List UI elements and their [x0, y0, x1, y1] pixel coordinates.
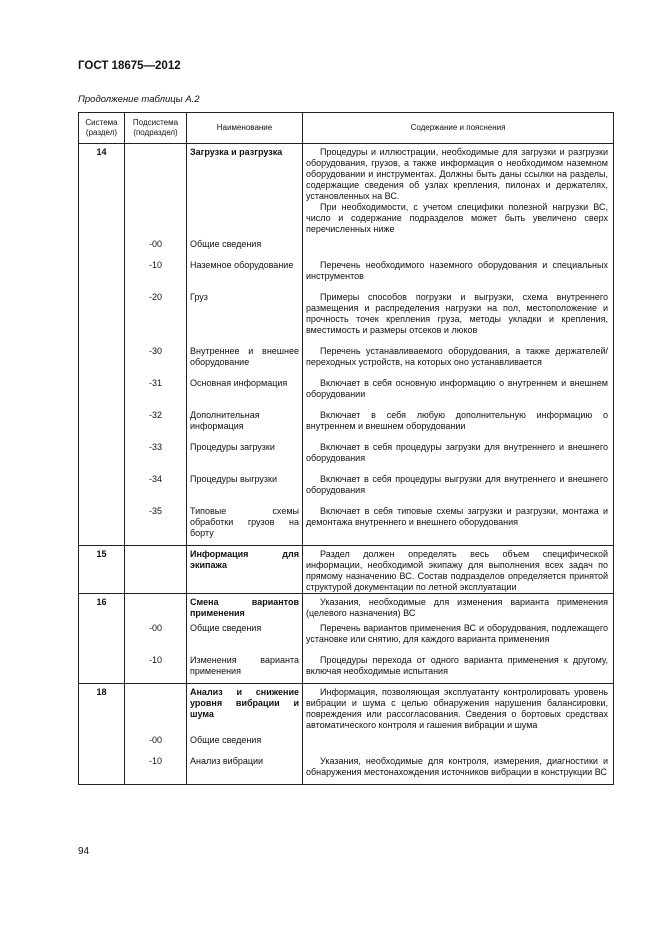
header-content: Содержание и пояснения — [303, 113, 614, 144]
subsystem-cell: -35 — [125, 502, 187, 546]
system-cell — [79, 502, 125, 546]
name-cell: Информация для экипажа — [187, 546, 303, 594]
table-caption: Продолжение таблицы А.2 — [78, 94, 200, 105]
table-row — [79, 594, 614, 620]
header-system: Система (раздел) — [79, 113, 125, 144]
name-cell: Анализ вибрации — [187, 752, 303, 785]
name-cell: Процедуры загрузки — [187, 438, 303, 470]
name-cell: Процедуры выгрузки — [187, 470, 303, 502]
system-cell — [79, 374, 125, 406]
name-cell: Анализ и снижение уровня вибрации и шума — [187, 684, 303, 732]
table-row — [79, 342, 614, 374]
name-cell: Груз — [187, 288, 303, 342]
subsystem-cell: -10 — [125, 752, 187, 785]
content-paragraph: При необходимости, с учетом специфики полезной нагрузки ВС, число и содержание подразделов может быть увеличено сверх перечисленных ниже — [306, 202, 608, 234]
subsystem-cell: -30 — [125, 342, 187, 374]
content-paragraph: Примеры способов погрузки и выгрузки, схема внутреннего размещения и распределения нагрузки на пол, местоположение и прочность точек крепления груза, методы укладки и крепления, вместимость и размеры отсеков и люков — [306, 292, 608, 335]
header-name: Наименование — [187, 113, 303, 144]
content-cell — [303, 288, 614, 342]
table-row — [79, 619, 614, 651]
system-cell: 15 — [79, 546, 125, 594]
system-cell — [79, 256, 125, 288]
subsystem-cell: -32 — [125, 406, 187, 438]
content-cell — [303, 684, 614, 732]
table-row — [79, 470, 614, 502]
name-cell: Общие сведения — [187, 731, 303, 752]
content-cell — [303, 438, 614, 470]
content-paragraph: Перечень устанавливаемого оборудования, а также держателей/переходных устройств, на которых оно устанавливается — [306, 346, 608, 367]
table-row — [79, 651, 614, 684]
table-row — [79, 144, 614, 236]
content-cell — [303, 546, 614, 594]
table-row — [79, 684, 614, 732]
name-cell: Дополнительная информация — [187, 406, 303, 438]
systems-table — [78, 112, 614, 785]
content-cell — [303, 752, 614, 785]
content-cell — [303, 502, 614, 546]
system-cell: 18 — [79, 684, 125, 732]
subsystem-cell: -00 — [125, 235, 187, 256]
content-paragraph: Указания, необходимые для изменения варианта применения (целевого назначения) ВС — [306, 597, 608, 618]
table-row — [79, 256, 614, 288]
content-cell — [303, 406, 614, 438]
system-cell — [79, 752, 125, 785]
subsystem-cell — [125, 144, 187, 236]
content-paragraph: Включает в себя любую дополнительную информацию о внутреннем и внешнем оборудовании — [306, 410, 608, 431]
subsystem-cell: -33 — [125, 438, 187, 470]
document-code: ГОСТ 18675—2012 — [78, 60, 181, 72]
content-paragraph: Перечень необходимого наземного оборудования и специальных инструментов — [306, 260, 608, 281]
content-cell — [303, 256, 614, 288]
table-row — [79, 546, 614, 594]
name-cell: Изменения варианта применения — [187, 651, 303, 684]
name-cell: Общие сведения — [187, 235, 303, 256]
content-cell — [303, 594, 614, 620]
content-paragraph: Включает в себя процедуры загрузки для внутреннего и внешнего оборудования — [306, 442, 608, 463]
system-cell — [79, 731, 125, 752]
name-cell: Основная информация — [187, 374, 303, 406]
table-row — [79, 752, 614, 785]
name-cell: Общие сведения — [187, 619, 303, 651]
content-cell — [303, 619, 614, 651]
system-cell — [79, 619, 125, 651]
subsystem-cell: -20 — [125, 288, 187, 342]
name-cell: Типовые схемы обработки грузов на борту — [187, 502, 303, 546]
table-row — [79, 374, 614, 406]
system-cell — [79, 235, 125, 256]
subsystem-cell: -10 — [125, 651, 187, 684]
system-cell — [79, 342, 125, 374]
content-paragraph: Включает в себя основную информацию о внутреннем и внешнем оборудовании — [306, 378, 608, 399]
system-cell — [79, 470, 125, 502]
subsystem-cell: -10 — [125, 256, 187, 288]
content-paragraph: Указания, необходимые для контроля, измерения, диагностики и обнаружения местонахождения источников вибрации в конструкции ВС — [306, 756, 608, 777]
header-subsystem: Подсистема (подраздел) — [125, 113, 187, 144]
table-body — [79, 144, 614, 785]
subsystem-cell: -00 — [125, 619, 187, 651]
content-cell — [303, 731, 614, 752]
content-paragraph: Включает в себя процедуры выгрузки для внутреннего и внешнего оборудования — [306, 474, 608, 495]
system-cell: 16 — [79, 594, 125, 620]
name-cell: Наземное оборудование — [187, 256, 303, 288]
table-row — [79, 406, 614, 438]
content-paragraph: Процедуры перехода от одного варианта применения к другому, включая необходимые испытания — [306, 655, 608, 676]
content-paragraph: Информация, позволяющая эксплуатанту контролировать уровень вибрации и шума с целью обнаружения нарушения балансировки, повреждения или рассогласования. Сведения о бортовых средствах автоматического контроля и гашения вибрации и шума — [306, 687, 608, 730]
content-cell — [303, 374, 614, 406]
table-row — [79, 235, 614, 256]
content-paragraph: Включает в себя типовые схемы загрузки и разгрузки, монтажа и демонтажа внутреннего и внешнего оборудования — [306, 506, 608, 527]
page-number: 94 — [78, 846, 90, 857]
content-cell — [303, 651, 614, 684]
subsystem-cell: -34 — [125, 470, 187, 502]
subsystem-cell — [125, 684, 187, 732]
content-paragraph: Перечень вариантов применения ВС и оборудования, подлежащего установке или снятию, для каждого варианта применения — [306, 623, 608, 644]
system-cell — [79, 438, 125, 470]
subsystem-cell — [125, 594, 187, 620]
subsystem-cell: -31 — [125, 374, 187, 406]
system-cell: 14 — [79, 144, 125, 236]
table-header-row — [79, 113, 614, 144]
table-row — [79, 731, 614, 752]
table-row — [79, 438, 614, 470]
system-cell — [79, 406, 125, 438]
system-cell — [79, 288, 125, 342]
name-cell: Внутреннее и внешнее оборудование — [187, 342, 303, 374]
content-cell — [303, 470, 614, 502]
subsystem-cell: -00 — [125, 731, 187, 752]
content-paragraph: Раздел должен определять весь объем специфической информации, необходимой экипажу для выполнения всех задач по прямому назначению ВС. Состав подразделов определяется принятой структурой документации по летной эксплуатации — [306, 549, 608, 592]
table-row — [79, 502, 614, 546]
content-cell — [303, 342, 614, 374]
name-cell: Загрузка и разгрузка — [187, 144, 303, 236]
system-cell — [79, 651, 125, 684]
content-paragraph: Процедуры и иллюстрации, необходимые для загрузки и разгрузки оборудования, грузов, а также информация о необходимом наземном оборудовании и инструментах. Должны быть даны ссылки на разделы, содержащие сведения об узлах крепления, пилонах и держателях, установленных на ВС. — [306, 147, 608, 201]
content-cell — [303, 235, 614, 256]
content-cell — [303, 144, 614, 236]
table-row — [79, 288, 614, 342]
subsystem-cell — [125, 546, 187, 594]
name-cell: Смена вариантов применения — [187, 594, 303, 620]
